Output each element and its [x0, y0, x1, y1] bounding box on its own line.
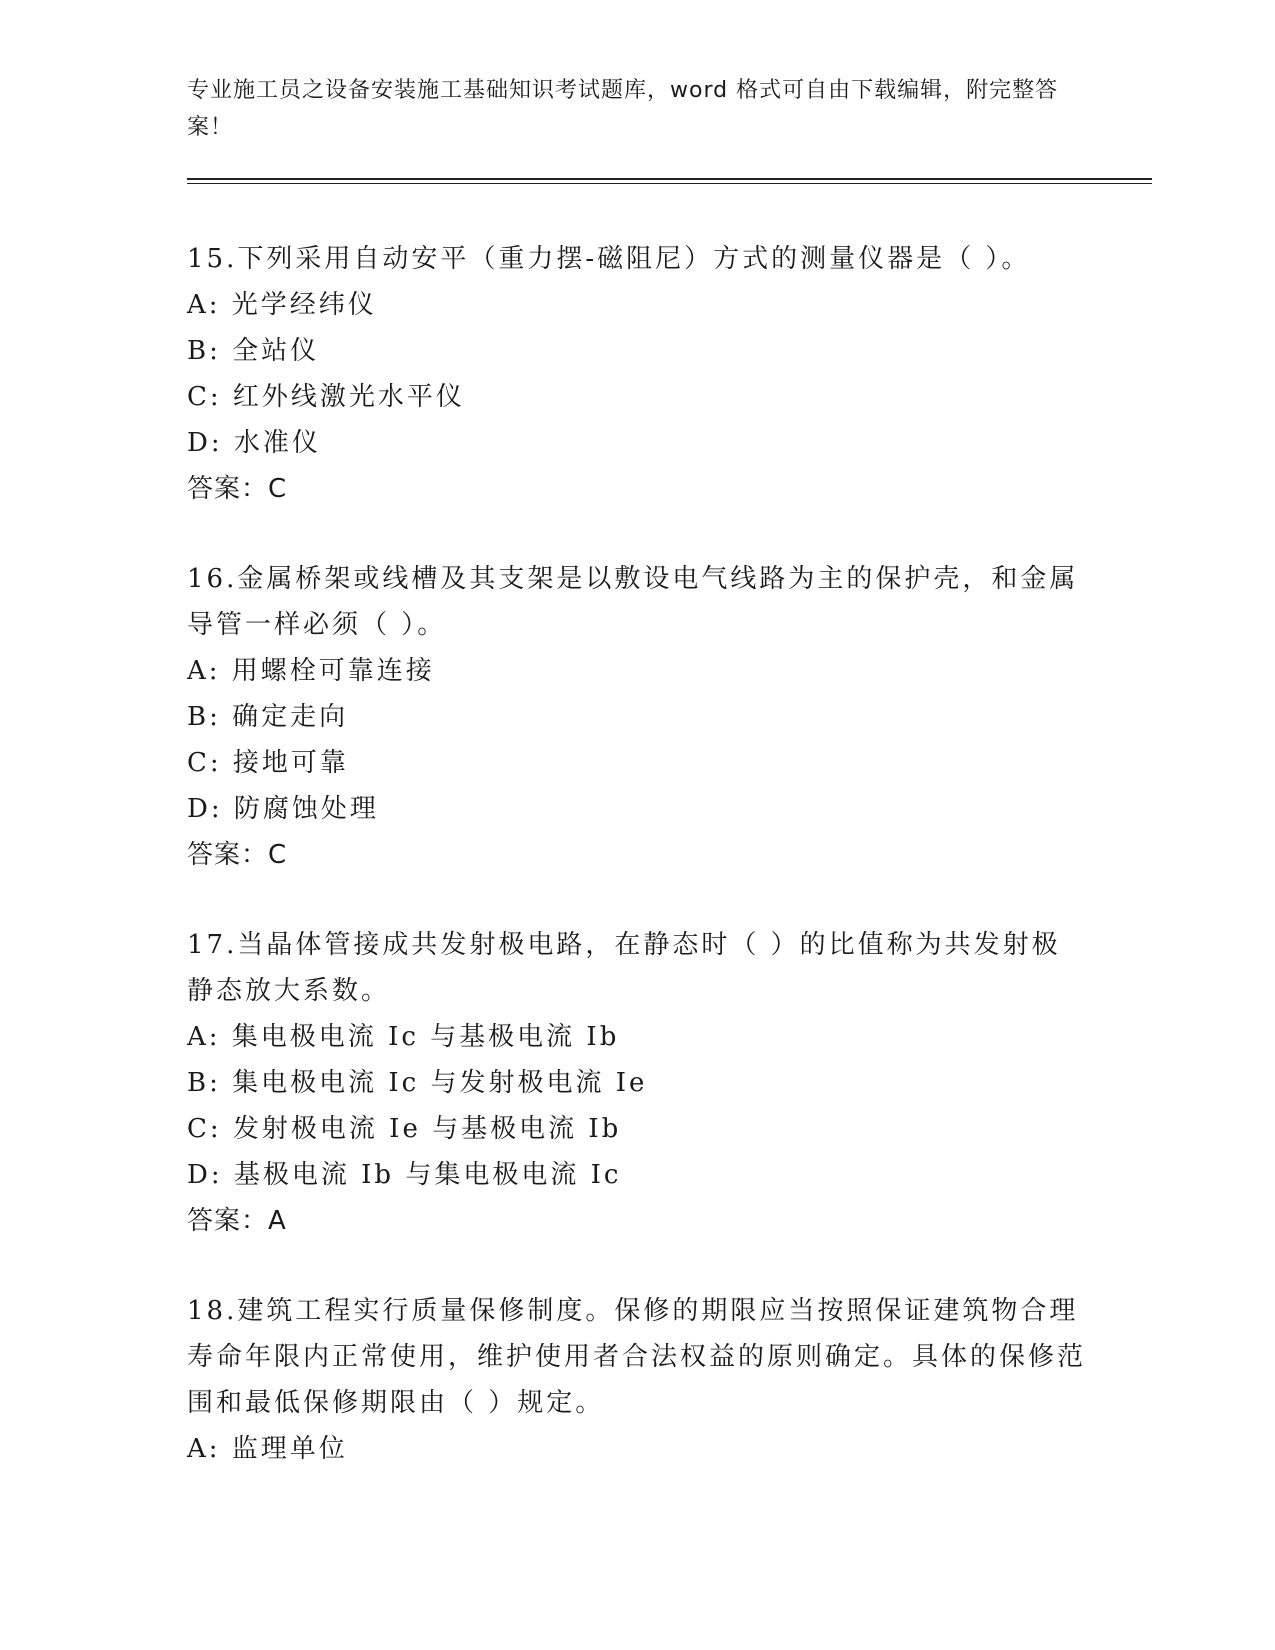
answer-line: 答案：A — [187, 1206, 287, 1236]
answer-line: 答案：C — [187, 840, 288, 870]
option-a: A: 用螺栓可靠连接 — [187, 656, 435, 686]
question-17 — [187, 922, 1087, 1244]
option-a: A: 集电极电流 Ic 与基极电流 Ib — [187, 1022, 620, 1052]
header-divider-thin — [187, 183, 1152, 184]
option-a: A: 光学经纬仪 — [187, 290, 377, 320]
option-c: C: 红外线激光水平仪 — [187, 382, 465, 412]
option-d: D: 防腐蚀处理 — [187, 794, 379, 824]
question-18 — [187, 1288, 1087, 1472]
option-b: B: 确定走向 — [187, 702, 349, 732]
question-15 — [187, 236, 1087, 512]
answer-line: 答案：C — [187, 474, 288, 504]
option-a: A: 监理单位 — [187, 1434, 348, 1464]
question-text: 16.金属桥架或线槽及其支架是以敷设电气线路为主的保护壳，和金属导管一样必须（ ）。 — [187, 564, 1079, 640]
header-divider-thick — [187, 178, 1152, 180]
question-text: 17.当晶体管接成共发射极电路，在静态时（ ）的比值称为共发射极静态放大系数。 — [187, 930, 1061, 1006]
question-text: 15.下列采用自动安平（重力摆-磁阻尼）方式的测量仪器是（ ）。 — [187, 244, 1031, 274]
question-text: 18.建筑工程实行质量保修制度。保修的期限应当按照保证建筑物合理寿命年限内正常使用，维护使用者合法权益的原则确定。具体的保修范围和最低保修期限由（ ）规定。 — [187, 1296, 1087, 1418]
option-d: D: 基极电流 Ib 与集电极电流 Ic — [187, 1160, 622, 1190]
question-list — [187, 236, 1087, 1516]
question-16 — [187, 556, 1087, 878]
option-d: D: 水准仪 — [187, 428, 321, 458]
document-header: 专业施工员之设备安装施工基础知识考试题库，word 格式可自由下载编辑，附完整答案！ — [187, 78, 1059, 140]
option-b: B: 全站仪 — [187, 336, 320, 366]
option-b: B: 集电极电流 Ic 与发射极电流 Ie — [187, 1068, 648, 1098]
option-c: C: 发射极电流 Ie 与基极电流 Ib — [187, 1114, 622, 1144]
option-c: C: 接地可靠 — [187, 748, 349, 778]
